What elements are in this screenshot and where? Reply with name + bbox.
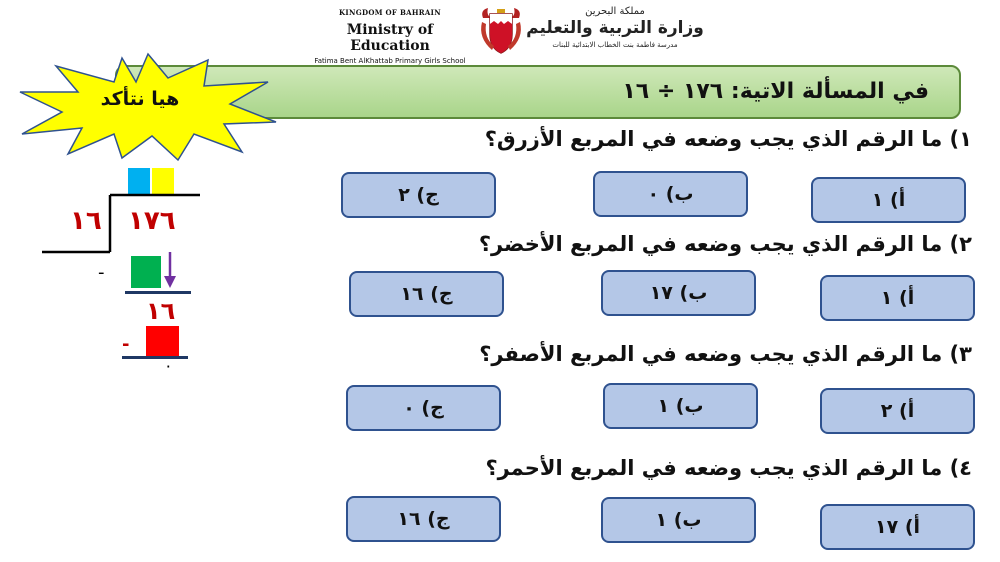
red-square[interactable]	[146, 326, 179, 356]
q1-option-b[interactable]: ب) ٠	[593, 171, 748, 217]
q1-option-c[interactable]: ج) ٢	[341, 172, 496, 218]
q2-option-a[interactable]: أ) ١	[820, 275, 975, 321]
header-english	[305, 8, 475, 65]
header-arabic	[525, 6, 705, 49]
q3-option-a[interactable]: أ) ٢	[820, 388, 975, 434]
question-1: ١) ما الرقم الذي يجب وضعه في المربع الأزرق؟	[484, 127, 972, 151]
underline-2	[122, 356, 188, 359]
q2-option-c[interactable]: ج) ١٦	[349, 271, 504, 317]
remainder: ٠	[164, 356, 173, 375]
school-label: Fatima Bent AlKhattab Primary Girls School	[314, 57, 466, 65]
question-3: ٣) ما الرقم الذي يجب وضعه في المربع الأصفر؟	[479, 342, 972, 366]
kingdom-label: KINGDOM OF BAHRAIN	[339, 8, 441, 17]
problem-text: في المسألة الاتية: ١٧٦ ÷ ١٦	[622, 79, 929, 104]
q4-option-c[interactable]: ج) ١٦	[346, 496, 501, 542]
ministry-label-ar: وزارة التربية والتعليم	[526, 18, 704, 38]
division-bracket	[40, 190, 205, 260]
q4-option-a[interactable]: أ) ١٧	[820, 504, 975, 550]
dividend: ١٧٦	[128, 206, 176, 236]
q4-option-b[interactable]: ب) ١	[601, 497, 756, 543]
underline-1	[125, 291, 191, 294]
kingdom-label-ar: مملكة البحرين	[585, 6, 645, 17]
question-4: ٤) ما الرقم الذي يجب وضعه في المربع الأحمر؟	[485, 456, 972, 480]
down-arrow-icon	[163, 250, 177, 290]
q2-option-b[interactable]: ب) ١٧	[601, 270, 756, 316]
q3-option-c[interactable]: ج) ٠	[346, 385, 501, 431]
minus-sign-2: -	[122, 334, 130, 355]
green-square[interactable]	[131, 256, 161, 288]
ministry-label: Ministry of Education	[346, 22, 434, 54]
minus-sign-1: -	[98, 262, 105, 283]
question-2: ٢) ما الرقم الذي يجب وضعه في المربع الأخضر؟	[478, 232, 972, 256]
q3-option-b[interactable]: ب) ١	[603, 383, 758, 429]
bahrain-emblem-icon	[478, 4, 524, 56]
q1-option-a[interactable]: أ) ١	[811, 177, 966, 223]
burst-label: هيا نتأكد	[100, 88, 180, 110]
subtract-value: ١٦	[146, 297, 176, 325]
divisor: ١٦	[70, 206, 102, 236]
school-label-ar: مدرسة فاطمة بنت الخطاب الابتدائية للبنات	[552, 41, 678, 49]
